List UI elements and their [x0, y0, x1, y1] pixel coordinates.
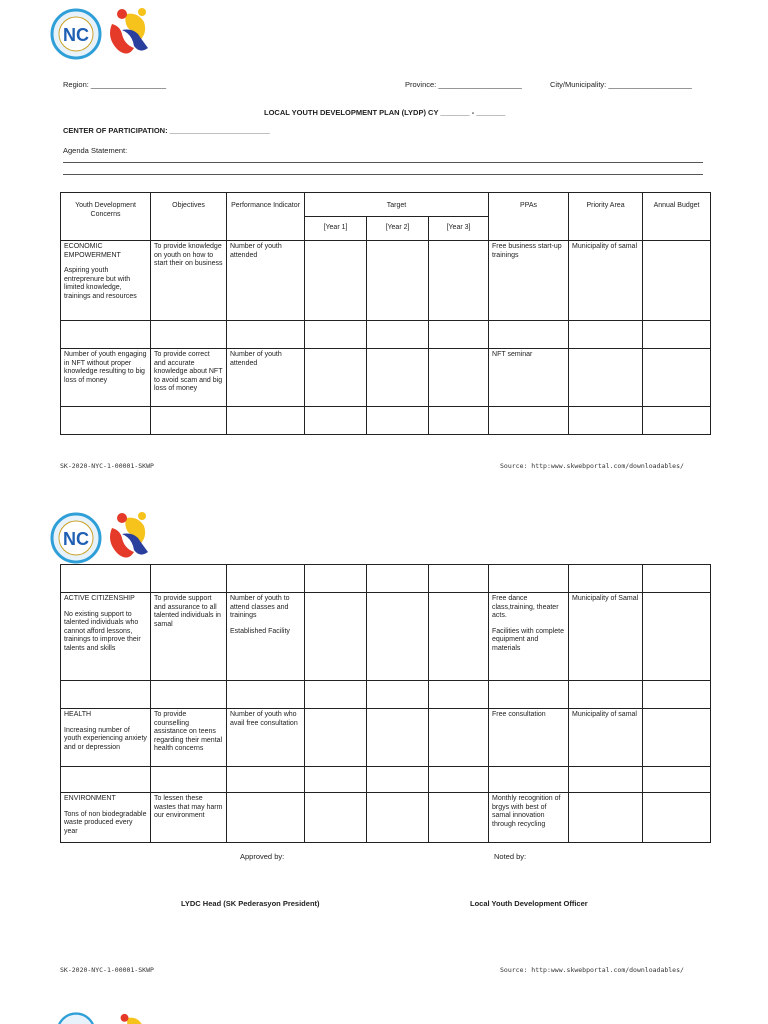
- year1-cell: [305, 709, 367, 767]
- year2-cell: [367, 349, 429, 407]
- indicator-text: Number of youth to attend classes and trainings: [230, 595, 290, 619]
- year2-cell: [367, 241, 429, 321]
- concern-text: Tons of non biodegradable waste produced every year: [64, 810, 147, 835]
- approved-by-label: Approved by:: [240, 852, 285, 861]
- sk-logo: [104, 508, 154, 564]
- header-year3: [Year 3]: [429, 217, 489, 241]
- ppas-cell: [489, 593, 569, 681]
- header-year2: [Year 2]: [367, 217, 429, 241]
- footer-source: Source: http:www.skwebportal.com/downloadables/: [500, 966, 684, 974]
- header-year1: [Year 1]: [305, 217, 367, 241]
- budget-cell: [643, 349, 711, 407]
- year1-cell: [305, 241, 367, 321]
- agenda-line-1: [63, 162, 703, 163]
- indicator-cell: Number of youth who avail free consultation: [227, 709, 305, 767]
- objective-cell: To provide counselling assistance on teens regarding their mental health concerns: [151, 709, 227, 767]
- concern-title: HEALTH: [64, 711, 92, 718]
- budget-cell: [643, 709, 711, 767]
- priority-cell: Municipality of samal: [569, 241, 643, 321]
- indicator-cell: [227, 793, 305, 843]
- header-concerns: Youth Development Concerns: [61, 193, 151, 241]
- header-indicator: Performance Indicator: [227, 193, 305, 241]
- agenda-statement-label: Agenda Statement:: [63, 146, 128, 155]
- priority-cell: Municipality of Samal: [569, 593, 643, 681]
- footer-source: Source: http:www.skwebportal.com/downloadables/: [500, 462, 684, 470]
- header-target: Target: [305, 193, 489, 217]
- concern-cell: [61, 241, 151, 321]
- concern-cell: [61, 709, 151, 767]
- sk-logo: [108, 1010, 152, 1024]
- document-title: LOCAL YOUTH DEVELOPMENT PLAN (LYDP) CY _______ - _______: [264, 108, 506, 117]
- nyc-seal-logo: [50, 8, 102, 60]
- lydc-head-signatory: LYDC Head (SK Pederasyon President): [181, 899, 320, 908]
- budget-cell: [643, 793, 711, 843]
- concern-cell: [61, 793, 151, 843]
- lydo-signatory: Local Youth Development Officer: [470, 899, 588, 908]
- objective-cell: To provide knowledge on youth on how to start their on business: [151, 241, 227, 321]
- priority-cell: Municipality of samal: [569, 709, 643, 767]
- concern-cell: [61, 593, 151, 681]
- priority-cell: [569, 349, 643, 407]
- ppas-cell: NFT seminar: [489, 349, 569, 407]
- table-row: [61, 593, 711, 681]
- priority-cell: [569, 793, 643, 843]
- concern-title: ENVIRONMENT: [64, 795, 116, 802]
- region-label: Region: __________________: [63, 80, 167, 89]
- center-of-participation-label: CENTER OF PARTICIPATION: ________________________: [63, 126, 270, 135]
- year2-cell: [367, 593, 429, 681]
- svg-text:NC: NC: [63, 25, 89, 45]
- year3-cell: [429, 349, 489, 407]
- svg-text:NC: NC: [63, 529, 89, 549]
- footer-code: SK-2020-NYC-1-00001-SKWP: [60, 966, 154, 974]
- budget-cell: [643, 241, 711, 321]
- concern-title: ECONOMIC EMPOWERMENT: [64, 243, 121, 259]
- header-objectives: Objectives: [151, 193, 227, 241]
- city-label: City/Municipality: ____________________: [550, 80, 692, 89]
- year1-cell: [305, 349, 367, 407]
- ppas-cell: Monthly recognition of brgys with best of samal innovation through recycling: [489, 793, 569, 843]
- nyc-seal-logo: [56, 1012, 96, 1024]
- table-row: [61, 767, 711, 793]
- concern-cell: Number of youth engaging in NFT without proper knowledge resulting to big loss of money: [61, 349, 151, 407]
- indicator-extra: Established Facility: [230, 627, 290, 635]
- objective-cell: To provide support and assurance to all talented individuals in samal: [151, 593, 227, 681]
- indicator-cell: Number of youth attended: [227, 241, 305, 321]
- noted-by-label: Noted by:: [494, 852, 527, 861]
- ppas-cell: Free business start-up trainings: [489, 241, 569, 321]
- table-row: [61, 565, 711, 593]
- sk-logo: [104, 4, 154, 60]
- year2-cell: [367, 709, 429, 767]
- indicator-cell: [227, 593, 305, 681]
- table-row: [61, 709, 711, 767]
- concern-title: ACTIVE CITIZENSHIP: [64, 595, 135, 602]
- header-ppas: PPAs: [489, 193, 569, 241]
- table-row: [61, 681, 711, 709]
- header-budget: Annual Budget: [643, 193, 711, 241]
- year2-cell: [367, 793, 429, 843]
- lydp-table-page1: [60, 192, 711, 435]
- table-row: [61, 793, 711, 843]
- year1-cell: [305, 593, 367, 681]
- budget-cell: [643, 593, 711, 681]
- table-row: [61, 407, 711, 435]
- year3-cell: [429, 793, 489, 843]
- province-label: Province: ____________________: [405, 80, 522, 89]
- table-row: [61, 349, 711, 407]
- year1-cell: [305, 793, 367, 843]
- concern-text: Aspiring youth entreprenure but with limited knowledge, trainings and resources: [64, 267, 137, 300]
- footer-code: SK-2020-NYC-1-00001-SKWP: [60, 462, 154, 470]
- indicator-cell: Number of youth attended: [227, 349, 305, 407]
- lydp-table-page2: [60, 564, 711, 843]
- ppas-text: Free dance class,training, theater acts.: [492, 595, 559, 619]
- table-row: [61, 241, 711, 321]
- objective-cell: To provide correct and accurate knowledge about NFT to avoid scam and big loss of money: [151, 349, 227, 407]
- objective-cell: To lessen these wastes that may harm our environment: [151, 793, 227, 843]
- ppas-extra: Facilities with complete equipment and materials: [492, 627, 564, 652]
- concern-text: No existing support to talented individuals who cannot afford lessons, trainings to improve their talents and skills: [64, 610, 141, 652]
- year3-cell: [429, 593, 489, 681]
- year3-cell: [429, 241, 489, 321]
- agenda-line-2: [63, 174, 703, 175]
- year3-cell: [429, 709, 489, 767]
- header-priority: Priority Area: [569, 193, 643, 241]
- ppas-cell: Free consultation: [489, 709, 569, 767]
- nyc-seal-logo: [50, 512, 102, 564]
- table-row: [61, 321, 711, 349]
- concern-text: Increasing number of youth experiencing anxiety and or depression: [64, 726, 147, 751]
